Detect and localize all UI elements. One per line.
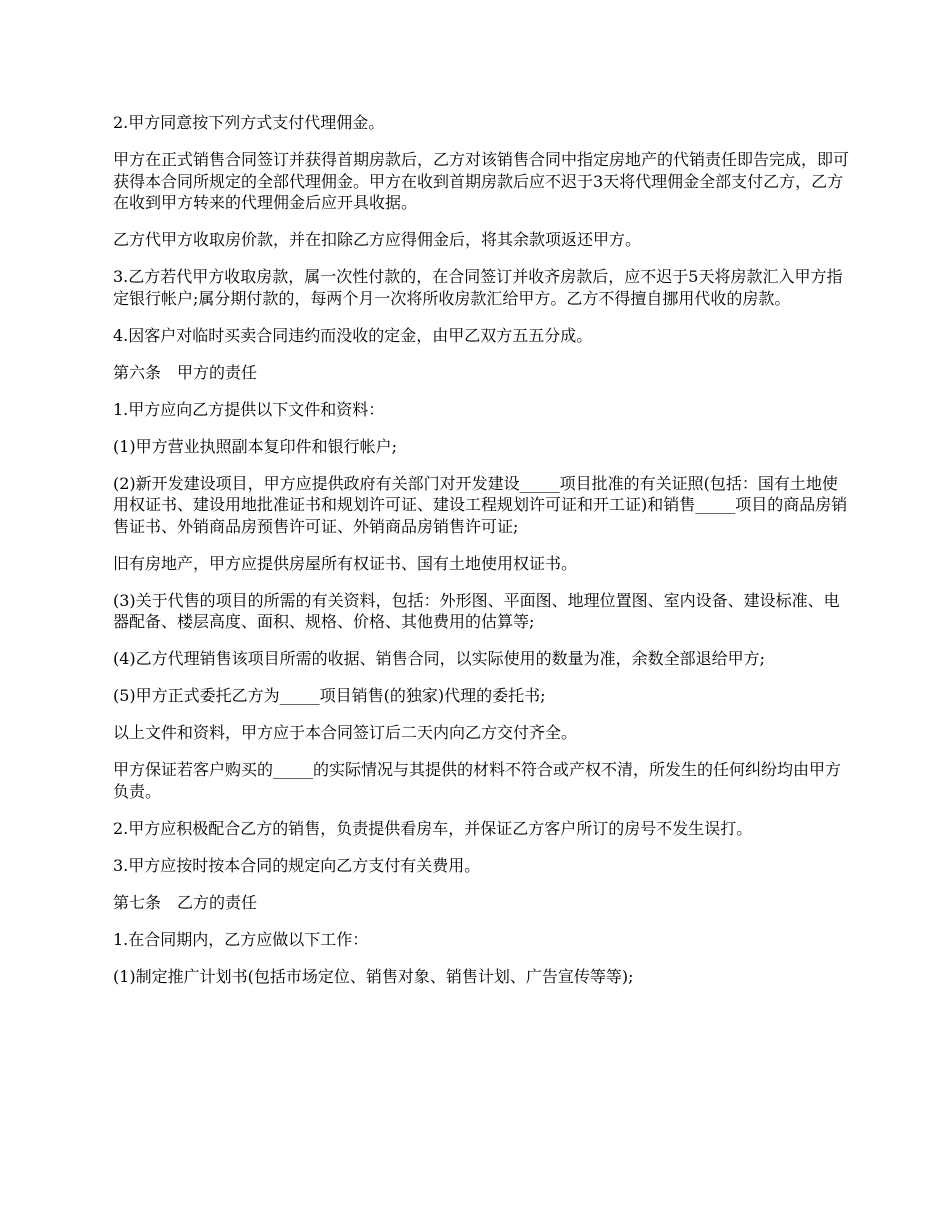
list-item-project-materials: (3)关于代售的项目的所需的有关资料，包括：外形图、平面图、地理位置图、室内设备、建设标准、电器配备、楼层高度、面积、规格、价格、其他费用的估算等;: [113, 590, 840, 631]
document-body: [113, 112, 853, 1003]
list-item-permits: (2)新开发建设项目，甲方应提供政府有关部门对开发建设_____项目批准的有关证照(包括：国有土地使用权证书、建设用地批准证书和规划许可证、建设工程规划许可证和开工证)和销售_____项目的商品房销售证书、外销商品房预售许可证、外销商品房销售许可证;: [113, 473, 848, 536]
paragraph-existing-property: 旧有房地产，甲方应提供房屋所有权证书、国有土地使用权证书。: [113, 553, 578, 573]
paragraph-fee-payment: 3.甲方应按时按本合同的规定向乙方支付有关费用。: [113, 855, 481, 875]
list-item-receipts-contracts: (4)乙方代理销售该项目所需的收据、销售合同，以实际使用的数量为准，余数全部退给甲方;: [113, 649, 766, 668]
paragraph-price-collection: 乙方代甲方收取房价款，并在扣除乙方应得佣金后，将其余款项返还甲方。: [113, 230, 642, 249]
paragraph-warranty: 甲方保证若客户购买的_____的实际情况与其提供的材料不符合或产权不清，所发生的任何纠纷均由甲方负责。: [113, 760, 842, 801]
list-item-license: (1)甲方营业执照副本复印件和银行帐户;: [113, 436, 398, 456]
paragraph-payment-remittance: 3.乙方若代甲方收取房款，属一次性付款的，在合同签订并收齐房款后，应不迟于5天将房款汇入甲方指定银行帐户;属分期付款的，每两个月一次将所收房款汇给甲方。乙方不得擅自挪用代收的房款。: [113, 267, 843, 308]
section-heading-article-6: 第六条 甲方的责任: [113, 362, 258, 382]
paragraph-deposit-split: 4.因客户对临时买卖合同违约而没收的定金，由甲乙双方五五分成。: [113, 325, 593, 345]
list-item-power-of-attorney: (5)甲方正式委托乙方为_____项目销售(的独家)代理的委托书;: [113, 686, 546, 705]
paragraph-delivery-deadline: 以上文件和资料，甲方应于本合同签订后二天内向乙方交付齐全。: [113, 723, 578, 742]
paragraph-commission-payment-heading: 2.甲方同意按下列方式支付代理佣金。: [113, 113, 385, 132]
list-item-promotion-plan: (1)制定推广计划书(包括市场定位、销售对象、销售计划、广告宣传等等);: [113, 966, 634, 986]
paragraph-party-b-duties-intro: 1.在合同期内，乙方应做以下工作：: [113, 929, 369, 949]
paragraph-documents-intro: 1.甲方应向乙方提供以下文件和资料：: [113, 399, 385, 419]
section-heading-article-7: 第七条 乙方的责任: [113, 892, 258, 912]
paragraph-cooperation: 2.甲方应积极配合乙方的销售，负责提供看房车，并保证乙方客户所订的房号不发生误打。: [113, 818, 753, 838]
paragraph-commission-terms: 甲方在正式销售合同签订并获得首期房款后，乙方对该销售合同中指定房地产的代销责任即告完成，即可获得本合同所规定的全部代理佣金。甲方在收到首期房款后应不迟于3天将代理佣金全部支付乙方，乙方在收到甲方转来的代理佣金后应开具收据。: [113, 150, 850, 212]
